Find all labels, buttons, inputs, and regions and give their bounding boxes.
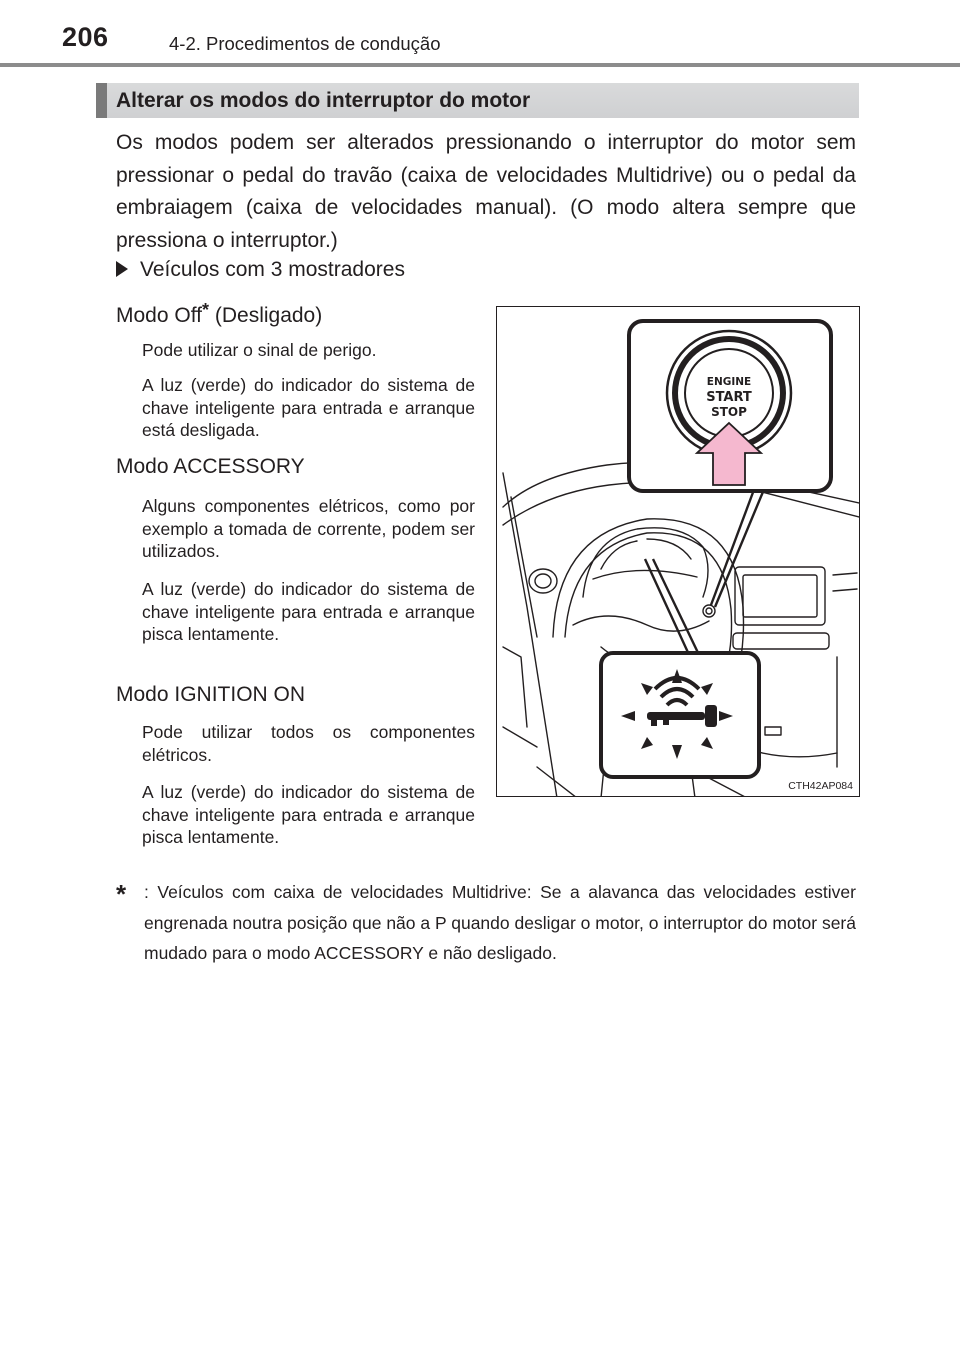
mode-ignition-desc-1: Pode utilizar todos os componentes elétricos. (142, 722, 475, 765)
mode-accessory-desc-1: Alguns componentes elétricos, como por exemplo a tomada de corrente, podem ser utilizados. (142, 496, 475, 561)
vehicle-variant-bullet (116, 258, 405, 282)
footnote (116, 877, 856, 969)
footnote-text: : Veículos com caixa de velocidades Multidrive: Se a alavanca das velocidades estiver engrenada noutra posição que não a P quando desligar o motor, o interruptor do motor será mudado para o modo ACCESSORY e não desligado. (144, 882, 856, 963)
mode-accessory-title: Modo ACCESSORY (116, 455, 305, 478)
intro-paragraph: Os modos podem ser alterados pressionando o interruptor do motor sem pressionar o pedal do travão (caixa de velocidades Multidrive) ou o pedal da embraiagem (caixa de velocidades manual). (O modo altera sempre que pressiona o interruptor.) (116, 131, 856, 252)
mode-ignition-desc-2: A luz (verde) do indicador do sistema de chave inteligente para entrada e arranque pisca lentamente. (142, 782, 475, 847)
bullet-triangle-icon (116, 261, 128, 277)
dashboard-illustration (497, 307, 860, 797)
button-label-line-2: START (706, 390, 752, 405)
engine-switch-figure (496, 306, 860, 797)
mode-off-title: Modo Off (116, 304, 202, 327)
figure-code: CTH42AP084 (788, 780, 853, 792)
mode-off-desc-1: Pode utilizar o sinal de perigo. (142, 340, 377, 360)
section-title-bar (96, 83, 859, 118)
button-label-line-3: STOP (711, 405, 747, 419)
mode-ignition-heading (116, 683, 305, 707)
footnote-marker: * (116, 879, 127, 909)
page-header (0, 0, 960, 70)
section-reference: 4-2. Procedimentos de condução (169, 33, 441, 54)
mode-off-suffix: (Desligado) (209, 304, 323, 327)
mode-off-heading (116, 300, 322, 328)
page-number: 206 (62, 22, 109, 52)
mode-off-desc-2: A luz (verde) do indicador do sistema de chave inteligente para entrada e arranque está desligada. (142, 375, 475, 440)
mode-off-footnote-marker: * (202, 300, 210, 320)
mode-ignition-title: Modo IGNITION ON (116, 683, 306, 706)
mode-accessory-heading (116, 455, 305, 479)
section-bar-accent (96, 83, 107, 118)
header-rule (0, 63, 960, 67)
bullet-text: Veículos com 3 mostradores (140, 258, 405, 281)
section-title: Alterar os modos do interruptor do motor (116, 89, 531, 112)
button-label-line-1: ENGINE (706, 376, 752, 388)
mode-accessory-desc-2: A luz (verde) do indicador do sistema de chave inteligente para entrada e arranque pisca lentamente. (142, 579, 475, 644)
